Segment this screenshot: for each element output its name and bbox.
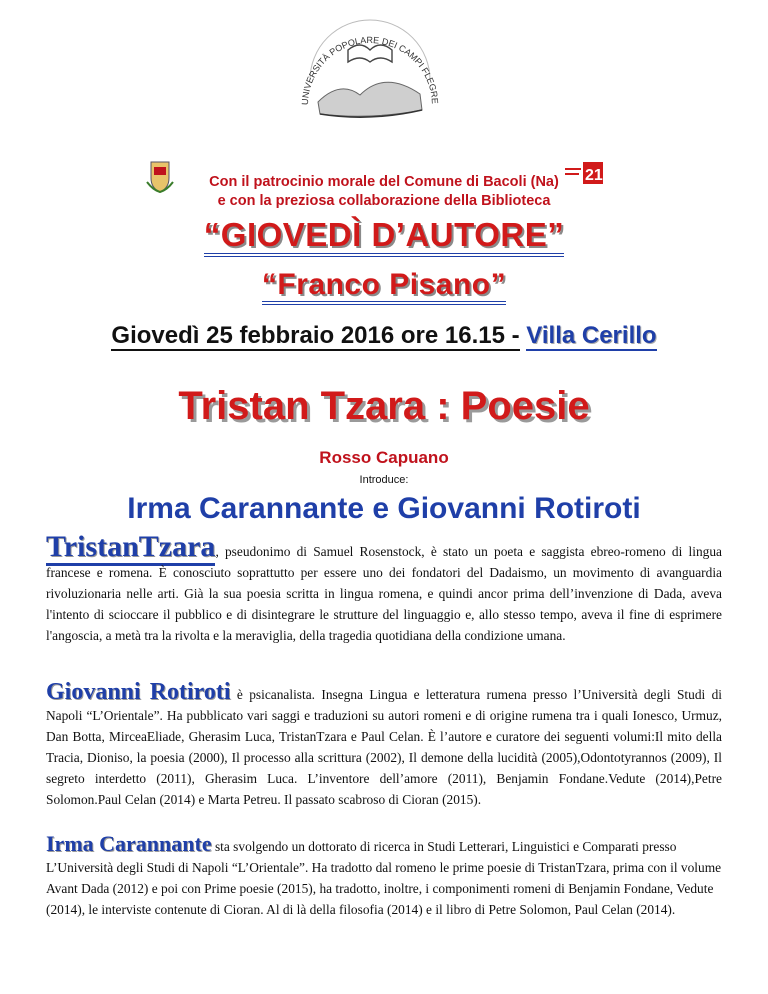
introduce-label: Introduce: — [359, 474, 409, 486]
event-name-title: “Franco Pisano” — [0, 268, 768, 302]
event-venue: Villa Cerillo — [526, 322, 657, 349]
talk-title: Tristan Tzara : Poesie — [178, 384, 590, 428]
event-dateline — [0, 322, 768, 350]
bio-rotiroti-text: è psicanalista. Insegna Lingua e letteratura rumena presso l’Università degli Studi di Napoli “L’Orientale”. Ha pubblicato vari saggi e traduzioni su autori romeni e di origine rumena tra i quali Ionesco, Urmuz, Dan Botta, MirceaEliade, Gherasim Luca, TristanTzara e Paul Celan. È l’autore e curatore dei seguenti volumi:Il mito della Tracia, Dioniso, la poesia (2000), Il processo alla scrittura (2002), Il demone della lucidità (2005),Odontotyrannos (2009), Il segreto interdetto (2011), Gherasim Luca. L’inventore dell’amore (2011), Benjamin Fondane.Vedute (2014),Petre Solomon.Paul Celan (2014) e Marta Petreu. Il passato scabroso di Cioran (2015). — [46, 687, 723, 807]
bio-tzara-text: , pseudonimo di Samuel Rosenstock, è stato un poeta e saggista ebreo-romeno di lingua francese e romena. È conosciuto soprattutto per essere uno dei fondatori del Dadaismo, un movimento di avanguardia rivoluzionaria nelle arti. Già la sua poesia scritta in lingua romena, e quindi ancor prima dell’invenzione di Dada, aveva l'intento di scioccare il pubblico e di disintegrare le strutture del linguaggio e, allo stesso tempo, aveva il fine di esprimere l'angoscia, a metà tra la rivolta e la meraviglia, della tragedia quotidiana della condizione umana. — [46, 544, 722, 643]
svg-text:21: 21 — [585, 167, 603, 184]
bio-rotiroti-name: Giovanni Rotiroti — [46, 679, 231, 705]
speaker-name: Rosso Capuano — [319, 448, 449, 467]
bio-carannante-text: sta svolgendo un dottorato di ricerca in Studi Letterari, Linguistici e Comparati presso L’Università degli Studi di Napoli “L’Orientale”. Ha tradotto dal romeno le prime poesie di TristanTzara, prima con il volume Avant Dada (2012) e poi con Prime poesie (2015), ha tradotto, inoltre, i componimenti romeni di Benjamin Fondane, Vedute (2014), le interviste contenute di Cioran. Al di là della filosofia (2014) e il libro di Petre Solomon, Paul Celan (2014). — [46, 839, 722, 917]
event-series-title: “GIOVEDÌ D’AUTORE” — [0, 216, 768, 254]
patronage-line-2: e con la preziosa collaborazione della Biblioteca — [217, 193, 551, 209]
patronage-line-1: Con il patrocinio morale del Comune di Bacoli (Na) — [209, 174, 559, 190]
introducers-names: Irma Carannante e Giovanni Rotiroti — [127, 492, 641, 525]
svg-text:UNIVERSITÀ POPOLARE DEI CAMPI: UNIVERSITÀ POPOLARE DEI CAMPI FLEGRE — [299, 34, 441, 106]
bio-carannante-name: Irma Carannante — [46, 831, 212, 856]
bio-carannante — [46, 833, 722, 920]
universita-popolare-seal-logo — [290, 10, 450, 150]
bio-tzara-name: TristanTzara — [46, 530, 215, 566]
bio-rotiroti — [46, 680, 722, 810]
event-date: Giovedì 25 febbraio 2016 ore 16.15 - — [111, 322, 520, 349]
bio-tzara — [46, 532, 722, 646]
